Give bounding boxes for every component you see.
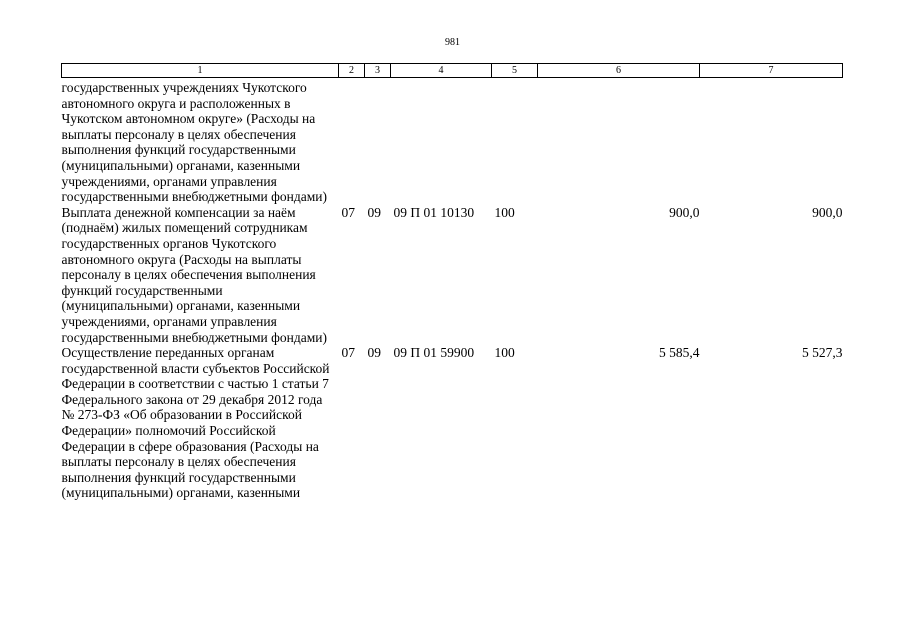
row-target-article: 09 П 01 10130: [393, 204, 475, 220]
row-section: 07: [341, 345, 355, 361]
row-amount-1: 5 585,4: [659, 345, 700, 361]
row-description: Выплата денежной компенсации за наём (поднаём) жилых помещений сотрудникам государственных органов Чукотского автономного округа (Расходы на выплаты персоналу в целях обеспечения выполнения функций государственными (муниципальными) органами, казенными учреждениями, органами управления государственными внебюджетными фондами): [61, 204, 328, 345]
row-section: 07: [341, 204, 355, 220]
column-header-7: 7: [700, 64, 843, 78]
column-header-5: 5: [492, 64, 538, 78]
row-description: государственных учреждениях Чукотского автономного округа и расположенных в Чукотском автономном округе» (Расходы на выплаты персоналу в целях обеспечения выполнения функций государственными (муниципальными) органами, казенными учреждениями, органами управления государственными внебюджетными фондами): [61, 80, 328, 205]
row-amount-2: [700, 78, 843, 205]
column-number-row: [62, 64, 843, 78]
page-number: 981: [445, 37, 460, 48]
row-amount-2: 5 527,3: [802, 345, 843, 361]
row-target-article: [391, 78, 492, 205]
row-subsection: 09: [367, 345, 381, 361]
row-amount-1: 900,0: [669, 204, 700, 220]
row-target-article: 09 П 01 59900: [393, 345, 475, 361]
row-expense-type: [492, 78, 538, 205]
row-section: [339, 78, 365, 205]
column-header-6: 6: [538, 64, 700, 78]
row-subsection: [365, 78, 391, 205]
row-expense-type: 100: [494, 345, 515, 361]
table-row: [62, 345, 843, 501]
table-row: [62, 205, 843, 345]
row-expense-type: 100: [494, 204, 515, 220]
row-amount-1: [538, 78, 700, 205]
table-row: [62, 78, 843, 205]
column-header-3: 3: [365, 64, 391, 78]
row-description: Осуществление переданных органам государственной власти субъектов Российской Федерации в соответствии с частью 1 статьи 7 Федерального закона от 29 декабря 2012 года № 273-ФЗ «Об образовании в Российской Федерации» полномочий Российской Федерации в сфере образования (Расходы на выплаты персоналу в целях обеспечения выполнения функций государственными (муниципальными) органами, казенными: [61, 345, 330, 501]
row-subsection: 09: [367, 204, 381, 220]
budget-table: [61, 63, 843, 501]
row-amount-2: 900,0: [812, 204, 843, 220]
column-header-2: 2: [339, 64, 365, 78]
column-header-4: 4: [391, 64, 492, 78]
column-header-1: 1: [62, 64, 339, 78]
